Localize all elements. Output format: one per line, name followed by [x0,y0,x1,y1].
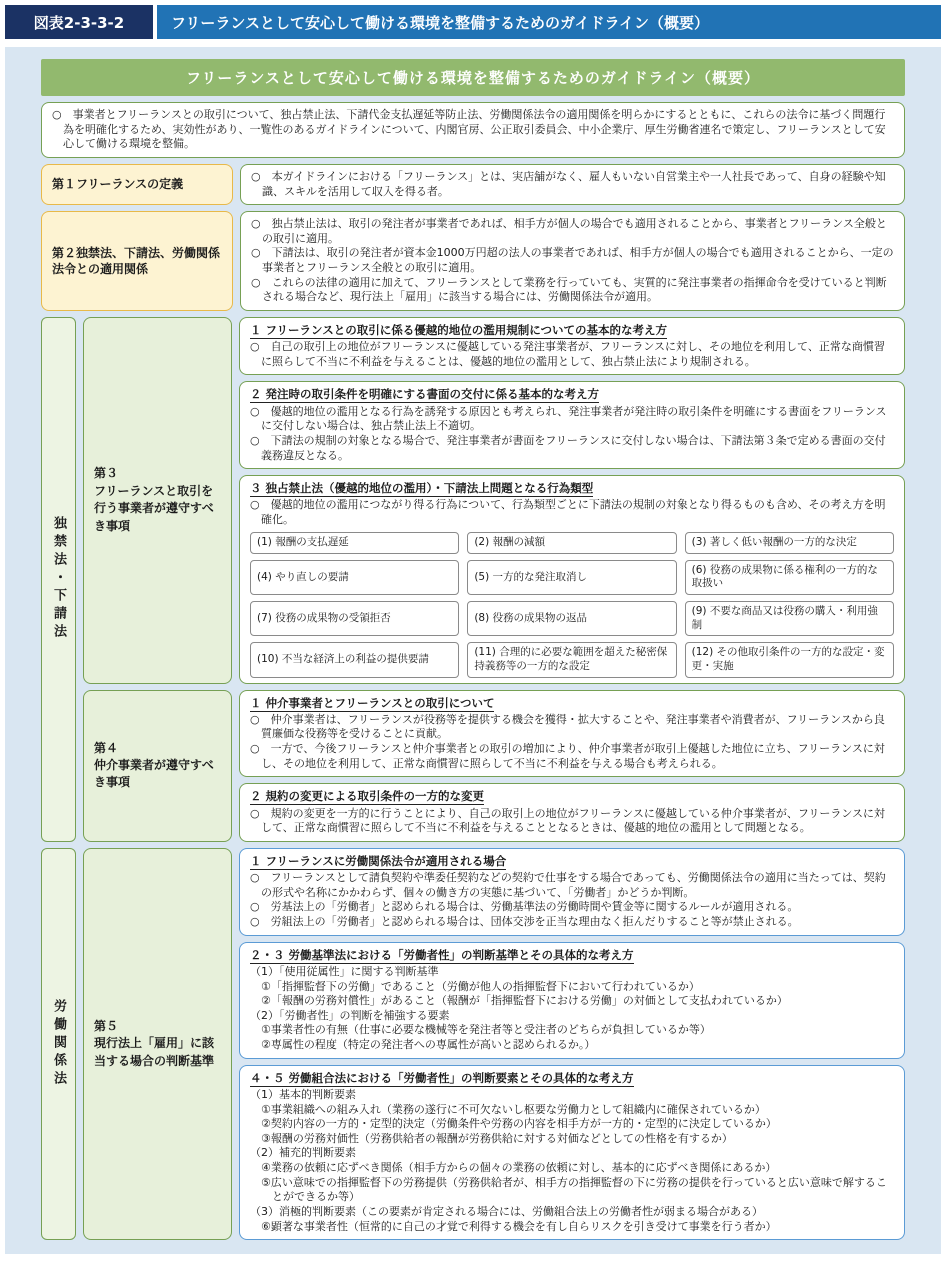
section5-boxes [239,848,905,1240]
section5-label [83,848,232,1240]
conduct-type-grid [250,532,894,678]
conduct-type-item: (4) やり直しの要請 [250,560,459,595]
box-heading: ３ 独占禁止法（優越的地位の濫用）・下請法上問題となる行為類型 [250,481,594,496]
criteria-line: （3）消極的判断要素（この要素が肯定される場合には、労働組合法上の労働者性が弱まる場合がある） [250,1204,763,1218]
criteria-line: （2）補充的判断要素 [250,1146,356,1160]
banner-title: フリーランスとして安心して働ける環境を整備するためのガイドライン（概要） [41,59,905,96]
section3-boxes [239,317,905,684]
section2-label: 第２独禁法、下請法、労働関係法令との適用関係 [41,211,233,311]
section3-row [83,317,905,684]
bullet-text: ○ 優越的地位の濫用につながり得る行為について、行為類型ごとに下請法の規制の対象となり得るものも含め、その考え方を明確化。 [250,498,886,527]
figure-title: フリーランスとして安心して働ける環境を整備するためのガイドライン（概要） [157,5,941,39]
figure-header [5,5,941,39]
box-heading: ２・３ 労働基準法における「労働者性」の判断基準とその具体的な考え方 [250,947,634,962]
criteria-line: ⑥顕著な事業者性（恒常的に自己の才覚で利得する機会を有し自らリスクを引き受けて事業を行う者か） [261,1219,777,1233]
conduct-type-item: (6) 役務の成果物に係る権利の一方的な取扱い [685,560,894,595]
sec3-box3 [239,475,905,683]
criteria-line: ①事業組織への組み入れ（業務の遂行に不可欠ないし枢要な労働力として組織内に確保されているか） [261,1102,766,1116]
intro-text: ○ 事業者とフリーランスとの取引について、独占禁止法、下請代金支払遅延等防止法、労働関係法令の適用関係を明らかにするとともに、これらの法令に基づく問題行為を明確化するため、実効性があり、一覧性のあるガイドラインについて、内閣官房、公正取引委員会、中小企業庁、厚生労働省連名で策定し、フリーランスとして安心して働ける環境を整備。 [52,108,886,151]
conduct-type-item: (10) 不当な経済上の利益の提供要請 [250,642,459,677]
bullet-text: ○ フリーランスとして請負契約や準委任契約などの契約で仕事をする場合であっても、労働関係法令の適用に当たっては、契約の形式や名称にかかわらず、個々の働き方の実態に基づいて、「労働者」かどうか判断。 [250,871,886,899]
bullet-text: ○ 下請法は、取引の発注者が資本金1000万円超の法人の事業者であれば、相手方が個人の場合でも適用されることから、一定の事業者とフリーランス全般との取引に適用。 [251,246,894,274]
dokkin-body [83,317,905,842]
sec5-box1 [239,848,905,936]
bullet-text: ○ 独占禁止法は、取引の発注者が事業者であれば、相手方が個人の場合でも適用されることから、事業者とフリーランス全般との取引に適用。 [251,217,887,245]
conduct-type-item: (11) 合理的に必要な範囲を超えた秘密保持義務等の一方的な設定 [467,642,676,677]
conduct-type-item: (9) 不要な商品又は役務の購入・利用強制 [685,601,894,636]
conduct-type-item: (1) 報酬の支払遅延 [250,532,459,554]
bullet-text: ○ 労基法上の「労働者」と認められる場合は、労働基準法の労働時間や賃金等に関するルールが適用される。 [250,900,799,914]
conduct-type-item: (5) 一方的な発注取消し [467,560,676,595]
box-heading: ４・５ 労働組合法における「労働者性」の判断要素とその具体的な考え方 [250,1070,634,1085]
criteria-line: （1）基本的判断要素 [250,1087,356,1101]
criteria-line: ①事業者性の有無（仕事に必要な機械等を発注者等と受注者のどちらが負担しているか等） [261,1023,711,1037]
bullet-text: ○ 優越的地位の濫用となる行為を誘発する原因とも考えられ、発注事業者が発注時の取引条件を明確にする書面をフリーランスに交付しない場合は、独占禁止法上不適切。 [250,404,887,433]
conduct-type-item: (8) 役務の成果物の返品 [467,601,676,636]
section1-label: 第１フリーランスの定義 [41,164,233,205]
criteria-line: ②契約内容の一方的・定型的決定（労働条件や労務の内容を相手方が一方的・定型的に決定しているか） [261,1117,777,1131]
sec3-box1 [239,317,905,376]
bullet-text: ○ 一方で、今後フリーランスと仲介事業者との取引の増加により、仲介事業者が取引上優越した地位に立ち、フリーランスに対し、その地位を利用して、正常な商慣習に照らして不当に不利益を与える場合も考えられる。 [250,742,885,770]
section3-label-number: 第３ [94,466,119,481]
sec3-box2 [239,381,905,469]
section2-row [41,211,905,311]
section4-label-text: 仲介事業者が遵守すべき事項 [94,758,214,790]
box-heading: １ フリーランスに労働関係法令が適用される場合 [250,853,507,868]
section3-label-text: フリーランスと取引を行う事業者が遵守すべき事項 [94,483,214,533]
criteria-line: ②専属性の程度（特定の発注者への専属性が高いと認められるか。） [261,1038,596,1052]
section5-label-number: 第５ [94,1018,119,1033]
dokkin-section [41,317,905,842]
conduct-type-item: (2) 報酬の減額 [467,532,676,554]
box-heading: ２ 発注時の取引条件を明確にする書面の交付に係る基本的な考え方 [250,387,599,402]
main-panel [5,47,941,1254]
figure-label: 図表2-3-3-2 [5,5,153,39]
rodo-section [41,848,905,1240]
sec5-box3 [239,1065,905,1241]
sec5-box2 [239,942,905,1059]
criteria-line: （2）「労働者性」の判断を補強する要素 [250,1008,450,1022]
sec4-box2 [239,783,905,842]
section4-row [83,690,905,842]
rodo-vertical-label: 労働関係法 [41,848,76,1240]
conduct-type-item: (12) その他取引条件の一方的な設定・変更・実施 [685,642,894,677]
bullet-text: ○ 規約の変更を一方的に行うことにより、自己の取引上の地位がフリーランスに優越している仲介事業者が、フリーランスに対して、正常な商慣習に照らして不当に不利益を与えることとなるときは、優越的地位の濫用として問題となる。 [250,806,886,835]
criteria-line: ②「報酬の労務対償性」があること（報酬が「指揮監督下における労働」の対価として支払われているか） [261,994,788,1008]
bullet-text: ○ 仲介事業者は、フリーランスが役務等を提供する機会を獲得・拡大することや、発注事業者や消費者が、フリーランスから良質廉価な役務等を受けることに貢献。 [250,712,885,741]
criteria-line: ③報酬の労務対価性（労務供給者の報酬が労務供給に対する対価などとしての性格を有するか） [261,1131,733,1145]
section4-label [83,690,232,842]
dokkin-vertical-label: 独禁法・下請法 [41,317,76,842]
bullet-text: ○ これらの法律の適用に加えて、フリーランスとして業務を行っていても、実質的に発注事業者の指揮命令を受けていると判断される場合など、現行法上「雇用」に該当する場合には、労働関係法令が適用。 [251,275,887,304]
intro-box [41,102,905,158]
sec4-box1 [239,690,905,778]
criteria-line: （1）「使用従属性」に関する判断基準 [250,964,439,978]
conduct-type-item: (3) 著しく低い報酬の一方的な決定 [685,532,894,554]
bullet-text: ○ 労組法上の「労働者」と認められる場合は、団体交渉を正当な理由なく拒んだりすること等が禁止される。 [250,915,799,929]
section4-boxes [239,690,905,842]
section5-label-text: 現行法上「雇用」に該当する場合の判断基準 [94,1036,215,1068]
conduct-type-item: (7) 役務の成果物の受領拒否 [250,601,459,636]
box-heading: ２ 規約の変更による取引条件の一方的な変更 [250,789,485,804]
box-heading: １ 仲介事業者とフリーランスとの取引について [250,695,495,710]
criteria-line: ⑤広い意味での指揮監督下の労務提供（労務供給者が、相手方の指揮監督の下に労務の提供を行っていると広い意味で解することができるか等） [261,1175,887,1204]
section5-row [83,848,905,1240]
bullet-text: ○ 本ガイドラインにおける「フリーランス」とは、実店舗がなく、雇人もいない自営業主や一人社長であって、自身の経験や知識、スキルを活用して収入を得る者。 [251,169,886,198]
box-heading: １ フリーランスとの取引に係る優越的地位の濫用規制についての基本的な考え方 [250,322,667,337]
section3-label [83,317,232,684]
section1-row [41,164,905,205]
bullet-text: ○ 自己の取引上の地位がフリーランスに優越している発注事業者が、フリーランスに対し、その地位を利用して、正常な商慣習に照らして不当に不利益を与えることは、優越的地位の濫用として、独占禁止法により規制される。 [250,340,885,368]
rodo-body [83,848,905,1240]
section4-label-number: 第４ [94,740,119,755]
section1-body [240,164,905,205]
bullet-text: ○ 下請法の規制の対象となる場合で、発注事業者が書面をフリーランスに交付しない場合は、下請法第３条で定める書面の交付義務違反となる。 [250,433,886,462]
criteria-line: ④業務の依頼に応ずべき関係（相手方からの個々の業務の依頼に対し、基本的に応ずべき関係にあるか） [261,1161,777,1175]
criteria-line: ①「指揮監督下の労働」であること（労働が他人の指揮監督下において行われているか） [261,979,700,993]
section2-body [240,211,905,311]
